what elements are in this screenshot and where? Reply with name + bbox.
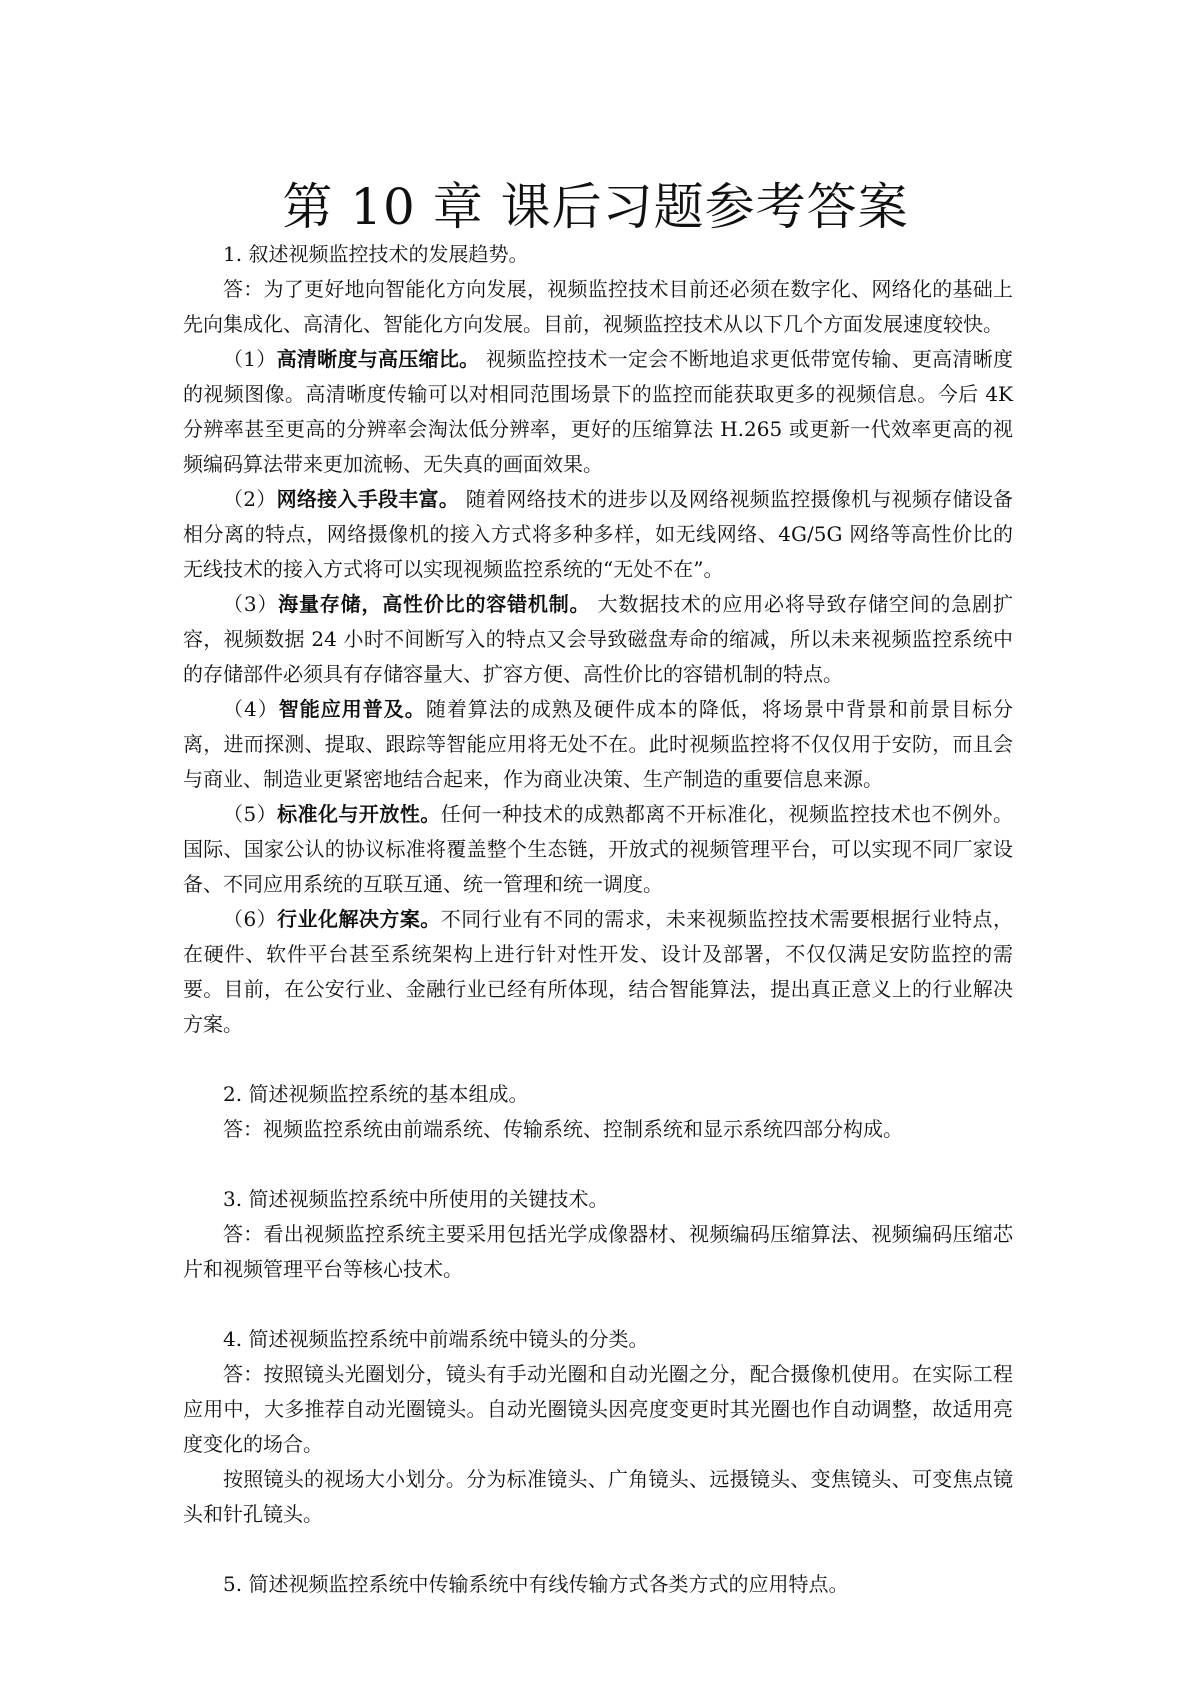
trend-item-body: 随着算法的成熟及硬件成本的降低，将场景中背景和前景目标分离，进而探测、提取、跟踪等智能应用将无处不在。此时视频监控将不仅仅用于安防，而且会与商业、制造业更紧密地结合起来，作为商业决策、生产制造的重要信息来源。 xyxy=(183,697,1014,791)
trend-item-number: （1） xyxy=(223,347,277,371)
trend-item-number: （5） xyxy=(223,802,278,826)
trend-item-4 xyxy=(183,692,1013,797)
answer-4: 答：按照镜头光圈划分，镜头有手动光圈和自动光圈之分，配合摄像机使用。在实际工程应用中，大多推荐自动光圈镜头。自动光圈镜头因亮度变更时其光圈也作自动调整，故适用亮度变化的场合。 xyxy=(183,1362,1013,1456)
answer-3: 答：看出视频监控系统主要采用包括光学成像器材、视频编码压缩算法、视频编码压缩芯片和视频管理平台等核心技术。 xyxy=(183,1222,1013,1281)
trend-item-body: 大数据技术的应用必将导致存储空间的急剧扩容，视频数据 24 小时不间断写入的特点又会导致磁盘寿命的缩减，所以未来视频监控系统中的存储部件必须具有存储容量大、扩容方便、高性价比的容错机制的特点。 xyxy=(183,592,1013,686)
trend-item-heading: 网络接入手段丰富。 xyxy=(276,487,460,511)
trend-item-heading: 标准化与开放性。 xyxy=(277,802,441,826)
question-4: 4. 简述视频监控系统中前端系统中镜头的分类。 xyxy=(223,1327,649,1351)
spacer xyxy=(183,1287,1013,1322)
trend-item-5 xyxy=(183,797,1013,902)
trend-item-3 xyxy=(183,587,1013,692)
trend-item-2 xyxy=(183,482,1013,587)
document-body xyxy=(183,237,1013,1602)
trend-item-1 xyxy=(183,342,1013,482)
trend-item-heading: 智能应用普及。 xyxy=(278,697,426,721)
question-3: 3. 简述视频监控系统中所使用的关键技术。 xyxy=(223,1187,609,1211)
spacer xyxy=(183,1532,1013,1567)
trend-item-number: （3） xyxy=(223,592,279,616)
question-1: 1. 叙述视频监控技术的发展趋势。 xyxy=(223,242,529,266)
trend-item-heading: 行业化解决方案。 xyxy=(277,907,441,931)
answer-1: 答：为了更好地向智能化方向发展，视频监控技术目前还必须在数字化、网络化的基础上先向集成化、高清化、智能化方向发展。目前，视频监控技术从以下几个方面发展速度较快。 xyxy=(183,277,1013,336)
trend-item-number: （2） xyxy=(223,487,277,511)
spacer xyxy=(183,1042,1013,1077)
answer-4-continued: 按照镜头的视场大小划分。分为标准镜头、广角镜头、远摄镜头、变焦镜头、可变焦点镜头和针孔镜头。 xyxy=(183,1467,1013,1526)
trend-item-heading: 高清晰度与高压缩比。 xyxy=(276,347,480,371)
trend-item-body: 任何一种技术的成熟都离不开标准化，视频监控技术也不例外。国际、国家公认的协议标准将覆盖整个生态链，开放式的视频管理平台，可以实现不同厂家设备、不同应用系统的互联互通、统一管理和统一调度。 xyxy=(183,802,1014,896)
trend-item-body: 不同行业有不同的需求，未来视频监控技术需要根据行业特点，在硬件、软件平台甚至系统架构上进行针对性开发、设计及部署，不仅仅满足安防监控的需要。目前，在公安行业、金融行业已经有所体现，结合智能算法，提出真正意义上的行业解决方案。 xyxy=(183,907,1014,1036)
trend-item-number: （6） xyxy=(223,907,278,931)
trend-item-number: （4） xyxy=(223,697,279,721)
trend-item-body: 视频监控技术一定会不断地追求更低带宽传输、更高清晰度的视频图像。高清晰度传输可以对相同范围场景下的监控而能获取更多的视频信息。今后 4K 分辨率甚至更高的分辨率会淘汰低分辨率，更好的压缩算法 H.265 或更新一代效率更高的视频编码算法带来更加流畅、无失真的画面效果。 xyxy=(183,347,1014,476)
answer-2: 答：视频监控系统由前端系统、传输系统、控制系统和显示系统四部分构成。 xyxy=(223,1117,903,1141)
question-5: 5. 简述视频监控系统中传输系统中有线传输方式各类方式的应用特点。 xyxy=(223,1572,849,1596)
trend-item-heading: 海量存储，高性价比的容错机制。 xyxy=(278,592,591,616)
question-2: 2. 简述视频监控系统的基本组成。 xyxy=(223,1082,529,1106)
spacer xyxy=(183,1147,1013,1182)
page-title: 第 10 章 课后习题参考答案 xyxy=(282,177,909,236)
trend-item-6 xyxy=(183,902,1013,1042)
trend-item-body: 随着网络技术的进步以及网络视频监控摄像机与视频存储设备相分离的特点，网络摄像机的接入方式将多种多样，如无线网络、4G/5G 网络等高性价比的无线技术的接入方式将可以实现视频监控系统的“无处不在”。 xyxy=(183,487,1014,581)
